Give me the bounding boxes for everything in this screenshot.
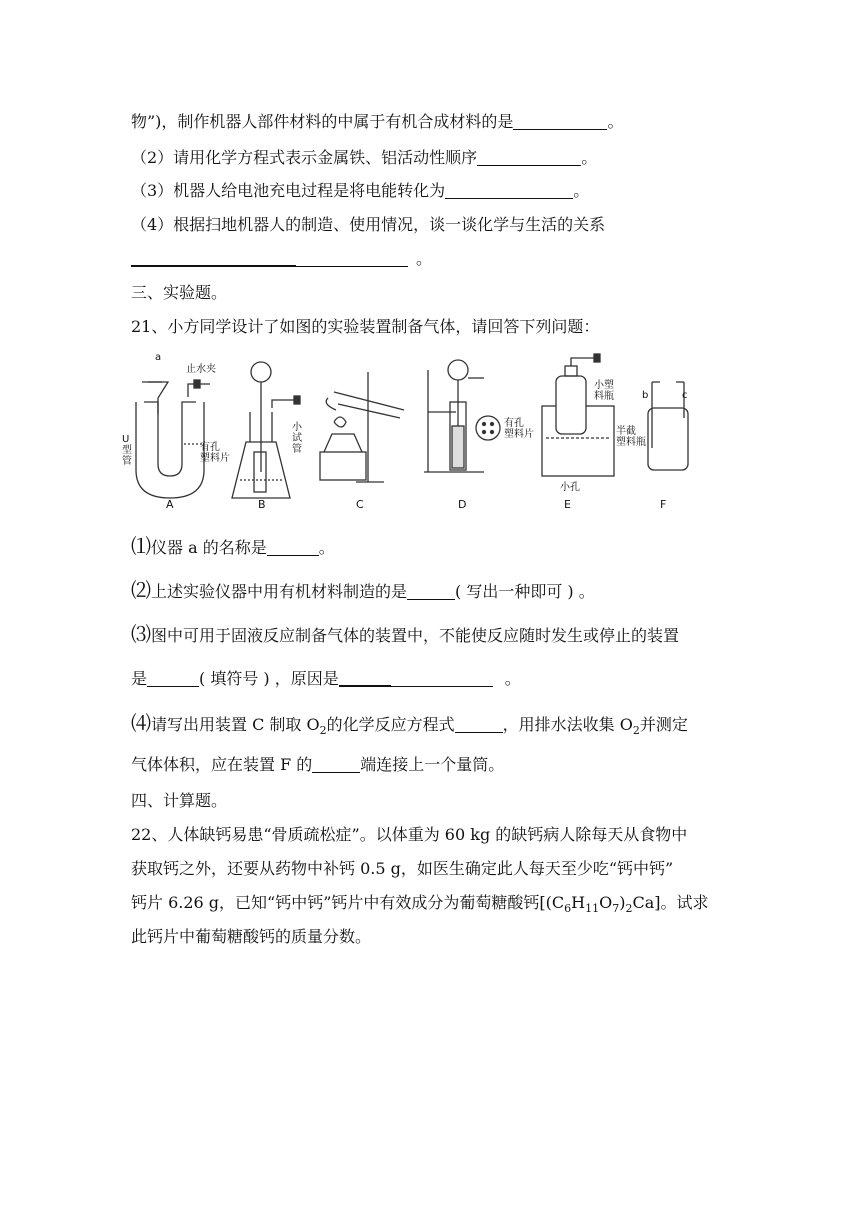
label-u-tube-1: U: [122, 434, 130, 445]
answer-blank[interactable]: [312, 756, 360, 773]
label-perforated-plate-d: [504, 418, 534, 440]
sub-end: ( 写出一种即可 ) 。: [455, 582, 595, 601]
caption-f: F: [660, 498, 667, 511]
label-u-tube-3: 管: [122, 456, 132, 467]
q20-sub2: [131, 148, 597, 168]
label-line: 小塑: [594, 380, 614, 391]
label-c: c: [682, 390, 688, 401]
subscript: 2: [632, 724, 640, 737]
q22-text: 获取钙之外，还要从药物中补钙 0.5 g，如医生确定此人每天至少吃“钙中钙”: [131, 859, 674, 878]
sub-text: 请写出用装置 C 制取 O: [151, 715, 320, 734]
sub-text: ，用排水法收集 O: [502, 715, 633, 734]
q22-text: H: [571, 893, 586, 912]
sub-text: 的化学反应方程式: [326, 715, 455, 734]
sub-text: 气体体积，应在装置 F 的: [131, 755, 313, 774]
section3-heading: [131, 283, 227, 303]
label-small-hole: 小孔: [560, 482, 580, 493]
subscript: 2: [319, 724, 327, 737]
label-line: 有孔: [200, 442, 220, 453]
q20-sub2-text: （2）请用化学方程式表示金属铁、铝活动性顺序: [131, 148, 478, 167]
caption-d: D: [458, 498, 467, 511]
sub-text: 端连接上一个量筒。: [360, 755, 505, 774]
q21-sub3-line2: [131, 669, 521, 689]
sub-number: ⑷: [131, 711, 151, 735]
period: 。: [573, 181, 590, 200]
sub-number: ⑵: [131, 578, 151, 602]
answer-blank[interactable]: [339, 669, 391, 687]
heading-text: 三、实验题。: [131, 283, 228, 302]
sub-text: ( 填符号 ) ，原因是: [199, 669, 339, 688]
label-line: 塑料片: [504, 429, 534, 440]
q22-line3: [131, 893, 709, 913]
answer-blank[interactable]: [296, 250, 408, 267]
q21-intro-text: 21、小方同学设计了如图的实验装置制备气体，请回答下列问题：: [131, 317, 600, 336]
q20-sub3: [131, 181, 589, 201]
label-a: a: [155, 352, 162, 363]
q22-text: 22、人体缺钙易患“骨质疏松症”。以体重为 60 kg 的缺钙病人除每天从食物中: [131, 825, 688, 844]
q21-sub3: [131, 624, 679, 646]
q22-text: 此钙片中葡萄糖酸钙的质量分数。: [131, 927, 372, 946]
answer-blank[interactable]: [267, 539, 319, 556]
label-u-tube: [122, 434, 132, 467]
sub-text: 图中可用于固液反应制备气体的装置中，不能使反应随时发生或停止的装置: [151, 626, 680, 645]
sub-number: ⑶: [131, 622, 151, 646]
q21-sub4: [131, 713, 688, 735]
q20-sub4-text: （4）根据扫地机器人的制造、使用情况，谈一谈化学与生活的关系: [131, 215, 606, 234]
q20-line1-text: 物”)，制作机器人部件材料的中属于有机合成材料的是: [131, 112, 514, 131]
period: 。: [504, 669, 521, 688]
period: 。: [581, 148, 598, 167]
caption-e: E: [564, 498, 571, 511]
label-small-test-tube: [292, 422, 302, 455]
period: 。: [416, 249, 433, 268]
q22-text: O: [599, 893, 613, 912]
q21-sub1: [131, 536, 335, 558]
answer-blank[interactable]: [131, 249, 296, 267]
label-u-tube-2: 型: [122, 445, 132, 456]
answer-blank[interactable]: [391, 670, 493, 687]
label-half-plastic-bottle: [616, 426, 646, 448]
q22-line2: [131, 859, 673, 879]
apparatus-figure: [122, 352, 708, 514]
q22-text: Ca]。试求: [632, 893, 709, 912]
answer-blank[interactable]: [455, 716, 503, 733]
answer-blank[interactable]: [147, 670, 199, 687]
q22-text: 钙片 6.26 g，已知“钙中钙”钙片中有效成分为葡萄糖酸钙[(C: [131, 893, 565, 912]
label-b: b: [642, 390, 649, 401]
period: 。: [607, 112, 624, 131]
subscript: 6: [564, 902, 572, 915]
q21-sub4-line2: [131, 755, 504, 775]
heading-text: 四、计算题。: [131, 791, 228, 810]
q21-sub2: [131, 580, 595, 602]
sub-text: 并测定: [639, 715, 688, 734]
subscript: 2: [625, 902, 633, 915]
period: 。: [318, 538, 335, 557]
q20-sub3-text: （3）机器人给电池充电过程是将电能转化为: [131, 181, 446, 200]
answer-blank[interactable]: [445, 182, 573, 199]
label-line: 试: [292, 433, 302, 444]
subscript: 7: [612, 902, 620, 915]
q20-sub4: [131, 215, 605, 235]
label-line: 塑料片: [200, 453, 230, 464]
answer-blank[interactable]: [477, 149, 581, 166]
q22-line1: [131, 825, 687, 845]
sub-text: 是: [131, 669, 148, 688]
label-line: 管: [292, 444, 302, 455]
q21-intro: [131, 317, 599, 337]
section4-heading: [131, 791, 227, 811]
label-line: 半截: [616, 426, 636, 437]
subscript: 11: [585, 902, 600, 915]
q20-line1: [131, 112, 623, 132]
q22-line4: [131, 927, 371, 947]
label-perforated-plate-a: [200, 442, 230, 464]
label-line: 小: [292, 422, 302, 433]
label-small-plastic-bottle: [594, 380, 614, 402]
sub-text: 上述实验仪器中用有机材料制造的是: [151, 582, 408, 601]
caption-c: C: [356, 498, 364, 511]
caption-a: A: [166, 498, 174, 511]
answer-blank[interactable]: [513, 113, 607, 130]
answer-blank[interactable]: [407, 583, 455, 600]
q22-text: ): [619, 893, 626, 912]
caption-b: B: [258, 498, 266, 511]
label-line: 塑料瓶: [616, 437, 646, 448]
sub-number: ⑴: [131, 534, 151, 558]
label-line: 有孔: [504, 418, 524, 429]
sub-text: 仪器 a 的名称是: [151, 538, 267, 557]
label-line: 料瓶: [594, 391, 614, 402]
q20-sub4-answer-line: [131, 249, 432, 269]
label-stop-clamp: 止水夹: [186, 364, 216, 375]
